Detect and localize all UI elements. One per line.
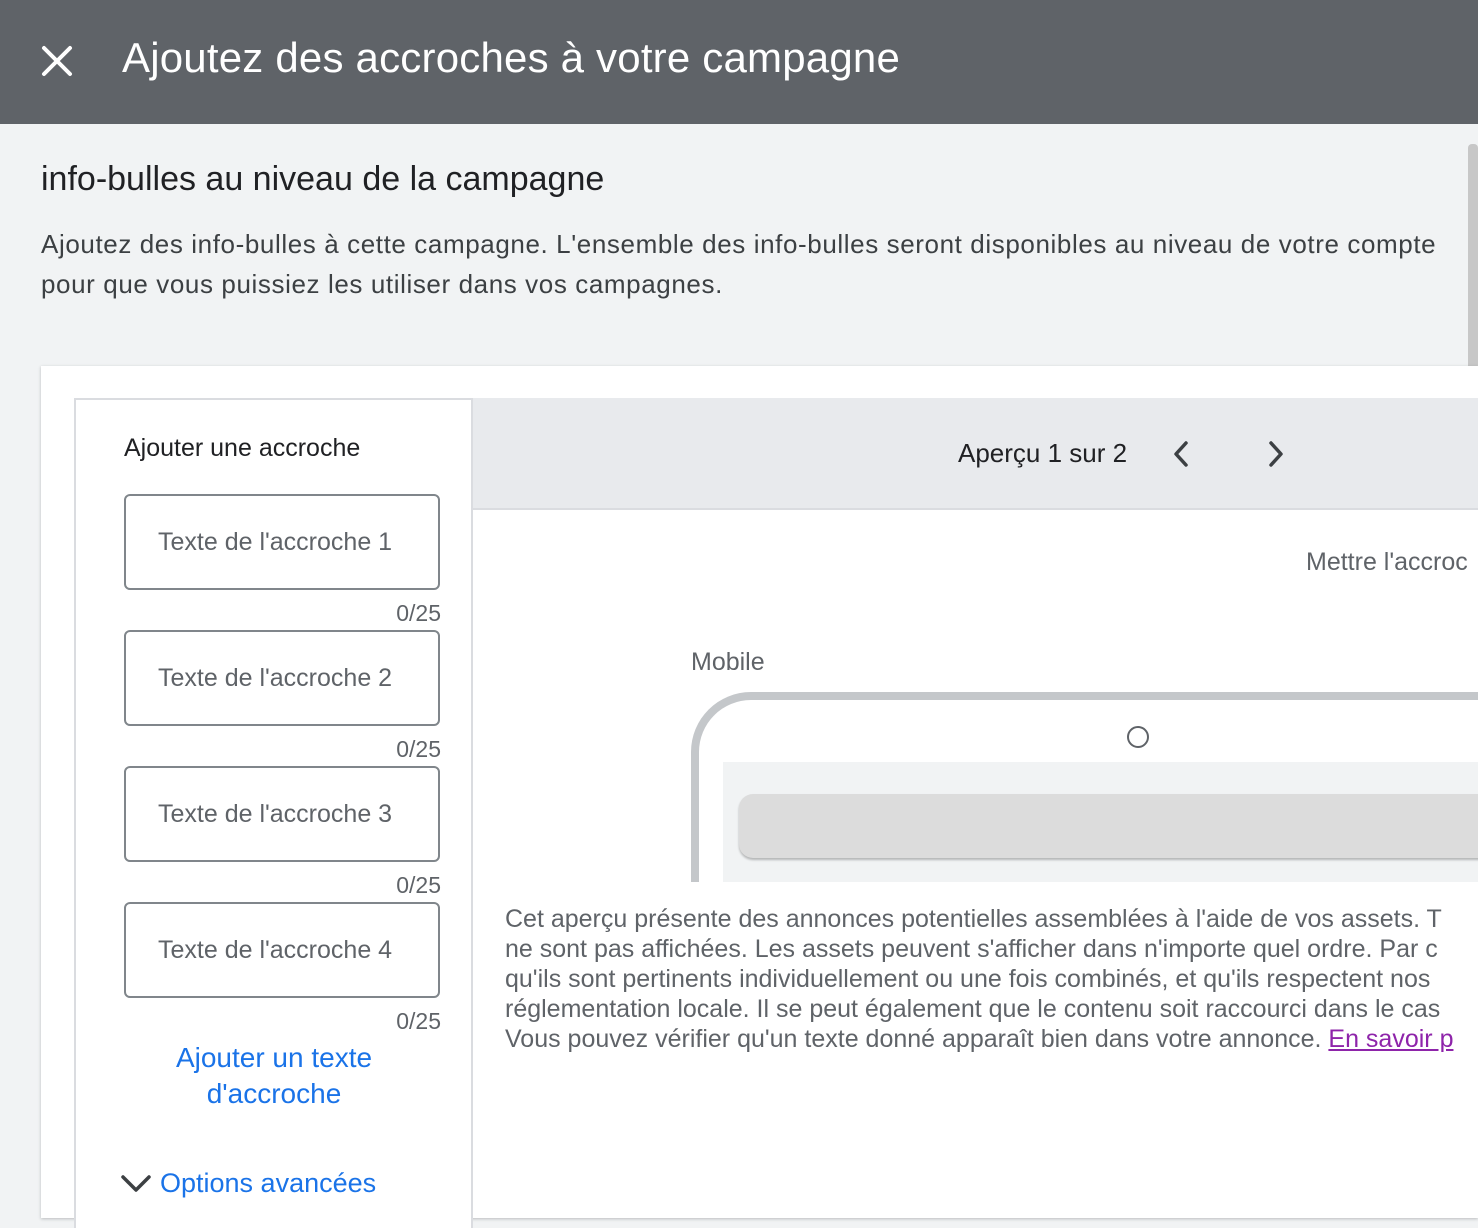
callout-text-input-3[interactable] bbox=[158, 800, 438, 829]
chevron-down-icon bbox=[120, 1173, 152, 1195]
section-description: Ajoutez des info-bulles à cette campagne. L'ensemble des info-bulles seront disponibles au niveau de votre compte pour que vous puissiez les utiliser dans vos campagnes. bbox=[41, 229, 1437, 299]
preview-header bbox=[473, 398, 1478, 510]
add-callout-text-link[interactable]: Ajouter un texte d'accroche bbox=[175, 1042, 373, 1109]
mobile-phone-frame bbox=[691, 692, 1478, 882]
preview-counter: Aperçu 1 sur 2 bbox=[958, 438, 1128, 468]
phone-camera-icon bbox=[1127, 726, 1149, 748]
learn-more-link[interactable]: En savoir p bbox=[1328, 1025, 1454, 1053]
callout-editor-panel bbox=[74, 398, 473, 1228]
disclaimer-line: qu'ils sont pertinents individuellement ou une fois combinés, et qu'ils respectent nos bbox=[505, 965, 1431, 993]
callout-text-field-1[interactable] bbox=[124, 494, 440, 590]
character-counter-4: 0/25 bbox=[396, 1008, 441, 1034]
preview-disclaimer bbox=[505, 904, 1478, 1054]
disclaimer-line-last bbox=[505, 1024, 1478, 1054]
phone-screen bbox=[723, 762, 1478, 882]
callout-text-field-2[interactable] bbox=[124, 630, 440, 726]
page-title: Ajoutez des accroches à votre campagne bbox=[122, 34, 901, 81]
pin-callout-link[interactable]: Mettre l'accroc bbox=[1306, 548, 1468, 576]
phone-search-bar bbox=[739, 794, 1478, 858]
close-button[interactable] bbox=[34, 38, 80, 84]
disclaimer-line: Vous pouvez vérifier qu'un texte donné apparaît bien dans votre annonce. bbox=[505, 1025, 1329, 1053]
callout-text-input-4[interactable] bbox=[158, 936, 438, 965]
next-preview-button[interactable] bbox=[1254, 432, 1298, 476]
add-callout-label: Ajouter une accroche bbox=[124, 434, 361, 462]
chevron-left-icon bbox=[1171, 440, 1191, 468]
callout-text-field-3[interactable] bbox=[124, 766, 440, 862]
advanced-options-label: Options avancées bbox=[160, 1168, 377, 1198]
character-counter-2: 0/25 bbox=[396, 736, 441, 762]
character-counter-1: 0/25 bbox=[396, 600, 441, 626]
disclaimer-line: Cet aperçu présente des annonces potentielles assemblées à l'aide de vos assets. T bbox=[505, 905, 1442, 933]
section-title: info-bulles au niveau de la campagne bbox=[41, 160, 605, 198]
chevron-right-icon bbox=[1266, 440, 1286, 468]
callout-text-input-1[interactable] bbox=[158, 528, 438, 557]
disclaimer-line: ne sont pas affichées. Les assets peuvent s'afficher dans n'importe quel ordre. Par c bbox=[505, 935, 1438, 963]
callout-text-field-4[interactable] bbox=[124, 902, 440, 998]
callout-text-input-2[interactable] bbox=[158, 664, 438, 693]
previous-preview-button[interactable] bbox=[1159, 432, 1203, 476]
character-counter-3: 0/25 bbox=[396, 872, 441, 898]
close-icon bbox=[41, 45, 73, 77]
top-app-bar bbox=[0, 0, 1478, 124]
advanced-options-toggle[interactable] bbox=[120, 1168, 376, 1199]
device-label: Mobile bbox=[691, 648, 765, 676]
disclaimer-line: réglementation locale. Il se peut également que le contenu soit raccourci dans le cas bbox=[505, 995, 1441, 1023]
callout-card bbox=[41, 366, 1478, 1218]
